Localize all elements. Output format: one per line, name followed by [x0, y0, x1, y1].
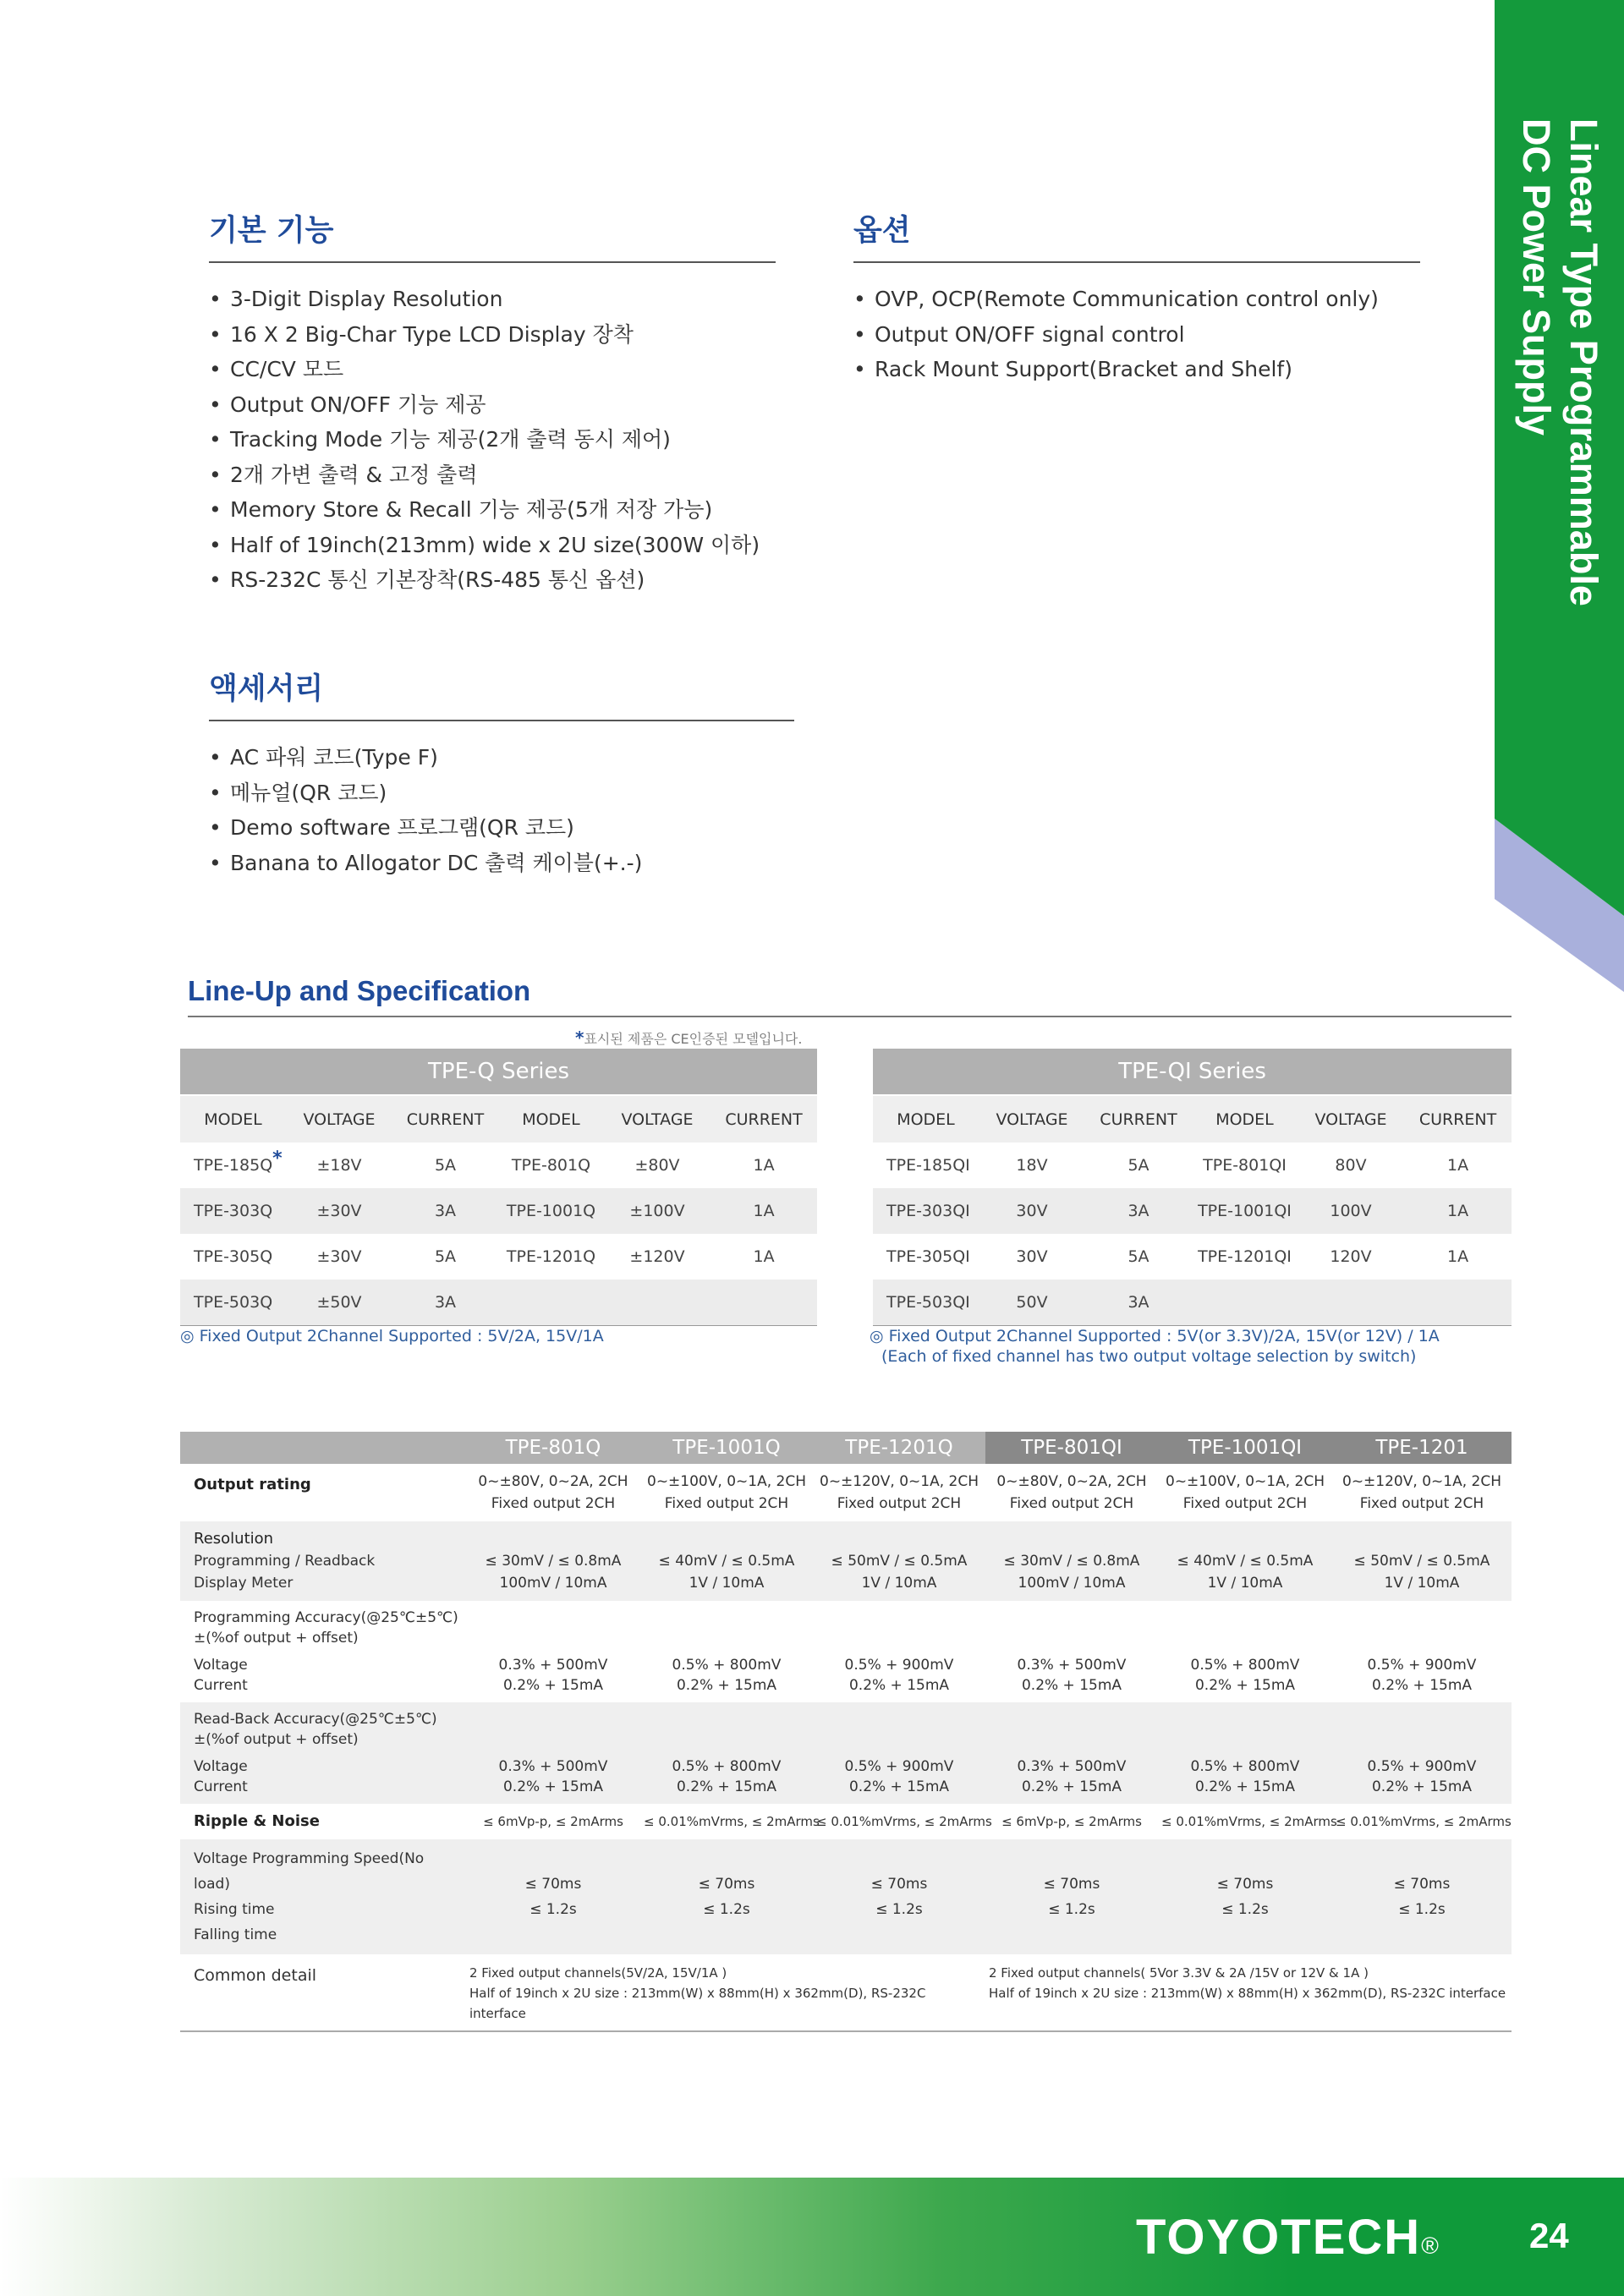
- table-cell: 1A: [710, 1188, 817, 1234]
- side-title-line1: Linear Type Programmable: [1562, 118, 1605, 606]
- table-cell: TPE-1201Q: [506, 1247, 596, 1266]
- cell-line: 0.2% + 15mA: [1021, 1677, 1122, 1694]
- table-cell: [640, 1464, 813, 1521]
- table-row: [180, 1188, 817, 1234]
- row-label-text: ±(%of output + offset): [194, 1630, 359, 1647]
- spec-col-header: TPE-1001Q: [640, 1432, 813, 1464]
- q-note: ◎ Fixed Output 2Channel Supported : 5V/2A, 15V/1A: [180, 1327, 604, 1345]
- cell-line: Fixed output 2CH: [1359, 1495, 1484, 1512]
- cell-line: ≤ 30mV / ≤ 0.8mA: [1003, 1553, 1140, 1570]
- table-row: [180, 1234, 817, 1280]
- empty-cell: [710, 1280, 817, 1326]
- options-title: 옵션: [853, 207, 1420, 263]
- table-cell: 18V: [1016, 1156, 1048, 1175]
- table-cell: ±120V: [629, 1247, 685, 1266]
- list-item: • Half of 19inch(213mm) wide x 2U size(300W 이하): [209, 528, 776, 563]
- col-header: MODEL: [498, 1095, 604, 1143]
- table-cell: 5A: [1127, 1247, 1149, 1266]
- cell-line: ≤ 1.2s: [1221, 1901, 1269, 1918]
- accessories-section: [209, 666, 794, 880]
- cell-line: 0.2% + 15mA: [1194, 1677, 1296, 1694]
- row-label-text: Ripple & Noise: [194, 1812, 320, 1830]
- empty-cell: [1192, 1280, 1298, 1326]
- list-item: • RS-232C 통신 기본장착(RS-485 통신 옵션): [209, 562, 776, 598]
- cell-line: Fixed output 2CH: [664, 1495, 789, 1512]
- col-header: CURRENT: [1085, 1095, 1192, 1143]
- side-title: [1512, 118, 1607, 606]
- row-label-text: Programming Accuracy(@25℃±5℃): [194, 1609, 458, 1626]
- empty-cell: [1298, 1280, 1404, 1326]
- table-row: [873, 1234, 1512, 1280]
- empty-cell: [604, 1280, 710, 1326]
- table-cell: [180, 1143, 286, 1188]
- cell-line: 0.2% + 15mA: [502, 1778, 604, 1795]
- list-item: • 16 X 2 Big-Char Type LCD Display 장착: [209, 317, 776, 353]
- brand-name: TOYOTECH: [1136, 2210, 1422, 2265]
- cell-line: 2 Fixed output channels( 5Vor 3.3V & 2A /15V or 12V & 1A ): [989, 1965, 1369, 1981]
- spec-row-readback-accuracy: [180, 1702, 1512, 1804]
- table-cell: TPE-503Q: [180, 1280, 286, 1326]
- table-cell: TPE-503QI: [873, 1280, 979, 1326]
- cell-line: ≤ 1.2s: [529, 1901, 577, 1918]
- cell-line: 100mV / 10mA: [499, 1575, 607, 1592]
- ce-note: [575, 1027, 802, 1048]
- table-row: [873, 1188, 1512, 1234]
- row-label: [180, 1804, 466, 1839]
- options-list: [853, 282, 1420, 387]
- table-cell: 30V: [1016, 1247, 1048, 1266]
- cell-line: 0.3% + 500mV: [498, 1758, 608, 1775]
- spec-col-header: TPE-1001QI: [1158, 1432, 1332, 1464]
- cell-line: 0.2% + 15mA: [848, 1677, 950, 1694]
- table-cell: [1158, 1702, 1332, 1804]
- spec-row-resolution: [180, 1521, 1512, 1601]
- table-cell: ±30V: [316, 1247, 362, 1266]
- cell-line: 1V / 10mA: [1384, 1575, 1460, 1592]
- cell-line: 0.5% + 900mV: [1367, 1657, 1477, 1674]
- table-cell: TPE-305QI: [886, 1247, 970, 1266]
- table-cell: [640, 1702, 813, 1804]
- row-label: [180, 1702, 466, 1804]
- table-row: [873, 1143, 1512, 1188]
- qi-note-line1: ◎ Fixed Output 2Channel Supported : 5V(or 3.3V)/2A, 15V(or 12V) / 1A: [870, 1327, 1440, 1345]
- cell-line: 0.5% + 800mV: [1190, 1758, 1300, 1775]
- cell-line: 0.5% + 900mV: [1367, 1758, 1477, 1775]
- spec-row-programming-speed: [180, 1839, 1512, 1954]
- list-item: • Demo software 프로그램(QR 코드): [209, 810, 794, 846]
- table-cell: 1A: [1446, 1156, 1469, 1175]
- table-cell: [640, 1601, 813, 1702]
- accessories-list: [209, 740, 794, 880]
- cell-line: ≤ 70ms: [1043, 1876, 1100, 1893]
- cell-line: 0.2% + 15mA: [676, 1677, 777, 1694]
- list-item: • CC/CV 모드: [209, 352, 776, 387]
- cell-line: 0.2% + 15mA: [848, 1778, 950, 1795]
- row-sublabel: Voltage: [194, 1657, 248, 1674]
- spec-row-ripple: [180, 1804, 1512, 1839]
- cell-line: 1V / 10mA: [1207, 1575, 1283, 1592]
- cell-line: 0~±80V, 0~2A, 2CH: [478, 1473, 628, 1490]
- table-cell: [1332, 1464, 1512, 1521]
- cell-line: ≤ 40mV / ≤ 0.5mA: [658, 1553, 795, 1570]
- row-label-text: Resolution: [194, 1530, 274, 1548]
- accessories-title: 액세서리: [209, 666, 794, 721]
- cell-line: ≤ 70ms: [1393, 1876, 1451, 1893]
- spec-col-header: TPE-801Q: [466, 1432, 640, 1464]
- spec-col-header: TPE-1201: [1332, 1432, 1512, 1464]
- cell-line: 0.5% + 800mV: [672, 1758, 782, 1775]
- row-sublabel: Current: [194, 1677, 248, 1694]
- spec-col-header: TPE-1201Q: [813, 1432, 985, 1464]
- table-cell: [466, 1521, 640, 1601]
- cell-line: Fixed output 2CH: [1182, 1495, 1308, 1512]
- page-number: 24: [1529, 2216, 1569, 2255]
- cell-line: 0.2% + 15mA: [502, 1677, 604, 1694]
- empty-cell: [1404, 1280, 1512, 1326]
- table-cell: [985, 1601, 1158, 1702]
- table-cell: [1332, 1601, 1512, 1702]
- table-cell: [985, 1839, 1158, 1954]
- table-cell: [813, 1601, 985, 1702]
- cell-line: 0.2% + 15mA: [1194, 1778, 1296, 1795]
- model-name: TPE-185Q: [194, 1156, 273, 1175]
- cell-line: ≤ 1.2s: [1398, 1901, 1446, 1918]
- row-sublabel: Display Meter: [194, 1575, 294, 1592]
- row-label-text: ±(%of output + offset): [194, 1731, 359, 1748]
- table-cell: 5A: [434, 1247, 457, 1266]
- col-header: MODEL: [1192, 1095, 1298, 1143]
- col-header: MODEL: [180, 1095, 286, 1143]
- table-cell: 3A: [1085, 1280, 1192, 1326]
- table-cell: TPE-1001Q: [498, 1188, 604, 1234]
- brand-logo: [1136, 2209, 1439, 2266]
- table-cell: 1A: [753, 1156, 775, 1175]
- table-cell: ≤ 6mVp-p, ≤ 2mArms: [483, 1814, 623, 1829]
- q-series-table: [180, 1049, 817, 1326]
- cell-line: ≤ 50mV / ≤ 0.5mA: [1353, 1553, 1490, 1570]
- list-item: • OVP, OCP(Remote Communication control only): [853, 282, 1420, 317]
- cell-line: 0.5% + 800mV: [672, 1657, 782, 1674]
- qi-note: [870, 1326, 1440, 1367]
- table-cell: ≤ 6mVp-p, ≤ 2mArms: [1001, 1814, 1142, 1829]
- cell-line: 0~±80V, 0~2A, 2CH: [996, 1473, 1147, 1490]
- table-cell: ±50V: [286, 1280, 392, 1326]
- spec-table: [180, 1432, 1512, 2032]
- table-cell: 80V: [1335, 1156, 1367, 1175]
- side-banner-wedge: [1495, 819, 1624, 992]
- list-item: • 3-Digit Display Resolution: [209, 282, 776, 317]
- cell-line: 2 Fixed output channels(5V/2A, 15V/1A ): [469, 1965, 727, 1981]
- table-cell: 100V: [1298, 1188, 1404, 1234]
- cell-line: 0.2% + 15mA: [676, 1778, 777, 1795]
- table-cell: 50V: [979, 1280, 1085, 1326]
- cell-line: Half of 19inch x 2U size : 213mm(W) x 88mm(H) x 362mm(D), RS-232C interface: [989, 1986, 1506, 2001]
- table-cell: [640, 1839, 813, 1954]
- cell-line: 1V / 10mA: [861, 1575, 937, 1592]
- col-header: VOLTAGE: [1298, 1095, 1404, 1143]
- table-cell: TPE-1001QI: [1192, 1188, 1298, 1234]
- cell-line: ≤ 70ms: [698, 1876, 755, 1893]
- table-row: [180, 1280, 817, 1326]
- table-cell: TPE-185QI: [886, 1156, 970, 1175]
- table-cell: [1332, 1839, 1512, 1954]
- cell-line: 0.3% + 500mV: [498, 1657, 608, 1674]
- cell-line: ≤ 1.2s: [875, 1901, 923, 1918]
- table-cell: [985, 1521, 1158, 1601]
- table-row: [873, 1280, 1512, 1326]
- row-label: Common detail: [180, 1954, 466, 2031]
- row-label: [180, 1601, 466, 1702]
- table-cell: [466, 1464, 640, 1521]
- table-cell: [985, 1464, 1158, 1521]
- spec-col-header: TPE-801QI: [985, 1432, 1158, 1464]
- cell-line: 0~±120V, 0~1A, 2CH: [820, 1473, 979, 1490]
- cell-line: ≤ 1.2s: [1048, 1901, 1095, 1918]
- table-cell: [985, 1702, 1158, 1804]
- basic-title: 기본 기능: [209, 207, 776, 263]
- table-cell: [985, 1954, 1512, 2031]
- col-header: CURRENT: [1404, 1095, 1512, 1143]
- table-cell: ≤ 0.01%mVrms, ≤ 2mArms: [644, 1814, 820, 1829]
- row-sublabel: Voltage: [194, 1758, 248, 1775]
- table-cell: ±80V: [634, 1156, 680, 1175]
- cell-line: 0~±100V, 0~1A, 2CH: [647, 1473, 806, 1490]
- table-cell: [1158, 1839, 1332, 1954]
- cell-line: 0.3% + 500mV: [1017, 1758, 1127, 1775]
- table-cell: 3A: [392, 1188, 498, 1234]
- table-cell: [466, 1954, 985, 2031]
- table-cell: [1332, 1702, 1512, 1804]
- spec-header-blank: [180, 1432, 466, 1464]
- basic-section: [209, 207, 776, 598]
- cell-line: ≤ 40mV / ≤ 0.5mA: [1177, 1553, 1314, 1570]
- table-cell: [466, 1702, 640, 1804]
- table-cell: [813, 1464, 985, 1521]
- table-cell: ±18V: [316, 1156, 362, 1175]
- qi-note-line2: (Each of fixed channel has two output voltage selection by switch): [881, 1347, 1417, 1366]
- side-title-line2: DC Power Supply: [1515, 118, 1558, 436]
- spec-row-output-rating: [180, 1464, 1512, 1521]
- list-item: • Tracking Mode 기능 제공(2개 출력 동시 제어): [209, 422, 776, 458]
- table-cell: [1158, 1464, 1332, 1521]
- q-series-title: TPE-Q Series: [180, 1049, 817, 1095]
- table-cell: 1A: [1446, 1247, 1469, 1266]
- list-item: • 메뉴얼(QR 코드): [209, 775, 794, 811]
- cell-line: ≤ 1.2s: [703, 1901, 750, 1918]
- cell-line: Fixed output 2CH: [837, 1495, 962, 1512]
- row-label-text: Read-Back Accuracy(@25℃±5℃): [194, 1711, 437, 1728]
- list-item: • Output ON/OFF signal control: [853, 317, 1420, 353]
- table-cell: TPE-801QI: [1203, 1156, 1287, 1175]
- cell-line: 0.5% + 800mV: [1190, 1657, 1300, 1674]
- cell-line: 0~±120V, 0~1A, 2CH: [1342, 1473, 1501, 1490]
- table-cell: [813, 1521, 985, 1601]
- cell-line: 100mV / 10mA: [1018, 1575, 1126, 1592]
- list-item: • AC 파워 코드(Type F): [209, 740, 794, 775]
- table-cell: 3A: [392, 1280, 498, 1326]
- cell-line: Fixed output 2CH: [491, 1495, 616, 1512]
- table-row: [180, 1143, 817, 1188]
- col-header: CURRENT: [392, 1095, 498, 1143]
- cell-line: ≤ 70ms: [524, 1876, 582, 1893]
- table-cell: 1A: [1404, 1188, 1512, 1234]
- row-label: [180, 1464, 466, 1521]
- table-cell: TPE-801Q: [511, 1156, 591, 1175]
- cell-line: 0.3% + 500mV: [1017, 1657, 1127, 1674]
- table-cell: [1158, 1601, 1332, 1702]
- cell-line: 0.5% + 900mV: [844, 1758, 954, 1775]
- col-header: CURRENT: [710, 1095, 817, 1143]
- basic-list: [209, 282, 776, 598]
- table-cell: ≤ 0.01%mVrms, ≤ 2mArms: [1336, 1814, 1512, 1829]
- row-label: [180, 1521, 466, 1601]
- list-item: • Memory Store & Recall 기능 제공(5개 저장 가능): [209, 492, 776, 528]
- table-cell: ±30V: [286, 1188, 392, 1234]
- col-header: MODEL: [873, 1095, 979, 1143]
- table-cell: 5A: [434, 1156, 457, 1175]
- list-item: • Banana to Allogator DC 출력 케이블(+.-): [209, 846, 794, 881]
- cell-line: 0~±100V, 0~1A, 2CH: [1166, 1473, 1325, 1490]
- table-cell: ±100V: [604, 1188, 710, 1234]
- cell-line: 0.2% + 15mA: [1021, 1778, 1122, 1795]
- spec-row-programming-accuracy: [180, 1601, 1512, 1702]
- col-header: VOLTAGE: [286, 1095, 392, 1143]
- ce-star: *: [575, 1027, 584, 1048]
- col-header: VOLTAGE: [979, 1095, 1085, 1143]
- col-header: VOLTAGE: [604, 1095, 710, 1143]
- table-cell: 1A: [753, 1247, 775, 1266]
- list-item: • Rack Mount Support(Bracket and Shelf): [853, 352, 1420, 387]
- row-sublabel: Falling time: [194, 1926, 277, 1943]
- table-cell: [813, 1702, 985, 1804]
- cell-line: 1V / 10mA: [689, 1575, 765, 1592]
- table-cell: ≤ 0.01%mVrms, ≤ 2mArms: [1161, 1814, 1337, 1829]
- cell-line: ≤ 50mV / ≤ 0.5mA: [831, 1553, 968, 1570]
- row-label-text: Voltage Programming Speed(No load): [194, 1850, 425, 1893]
- list-item: • Output ON/OFF 기능 제공: [209, 387, 776, 423]
- table-cell: [1158, 1521, 1332, 1601]
- registered-mark: ®: [1421, 2233, 1439, 2259]
- table-cell: TPE-303Q: [180, 1188, 286, 1234]
- table-cell: TPE-305Q: [194, 1247, 273, 1266]
- table-cell: 3A: [1085, 1188, 1192, 1234]
- table-cell: TPE-1201QI: [1198, 1247, 1292, 1266]
- cell-line: 0.2% + 15mA: [1371, 1677, 1473, 1694]
- cell-line: ≤ 30mV / ≤ 0.8mA: [485, 1553, 622, 1570]
- table-cell: 120V: [1330, 1247, 1372, 1266]
- table-cell: [640, 1521, 813, 1601]
- qi-series-table: [873, 1049, 1512, 1326]
- row-label-text: Output rating: [194, 1476, 311, 1493]
- cell-line: Half of 19inch x 2U size : 213mm(W) x 88mm(H) x 362mm(D), RS-232C interface: [469, 1986, 926, 2021]
- qi-series-title: TPE-QI Series: [873, 1049, 1512, 1095]
- lineup-title: Line-Up and Specification: [188, 975, 1512, 1017]
- cell-line: Fixed output 2CH: [1009, 1495, 1134, 1512]
- table-cell: [813, 1839, 985, 1954]
- list-item: • 2개 가변 출력 & 고정 출력: [209, 458, 776, 493]
- spec-row-common-detail: [180, 1954, 1512, 2031]
- empty-cell: [498, 1280, 604, 1326]
- ce-note-text: 표시된 제품은 CE인증된 모델입니다.: [584, 1031, 803, 1047]
- cell-line: ≤ 70ms: [870, 1876, 928, 1893]
- ce-mark: *: [272, 1148, 283, 1170]
- row-sublabel: Rising time: [194, 1901, 275, 1918]
- cell-line: 0.2% + 15mA: [1371, 1778, 1473, 1795]
- table-cell: TPE-303QI: [873, 1188, 979, 1234]
- table-cell: ≤ 0.01%mVrms, ≤ 2mArms: [816, 1814, 992, 1829]
- table-cell: 30V: [979, 1188, 1085, 1234]
- table-cell: [1332, 1521, 1512, 1601]
- row-sublabel: Programming / Readback: [194, 1553, 376, 1570]
- options-section: [853, 207, 1420, 387]
- table-cell: [466, 1839, 640, 1954]
- row-label: [180, 1839, 466, 1954]
- cell-line: 0.5% + 900mV: [844, 1657, 954, 1674]
- table-cell: 5A: [1127, 1156, 1149, 1175]
- row-sublabel: Current: [194, 1778, 248, 1795]
- table-cell: [466, 1601, 640, 1702]
- cell-line: ≤ 70ms: [1216, 1876, 1274, 1893]
